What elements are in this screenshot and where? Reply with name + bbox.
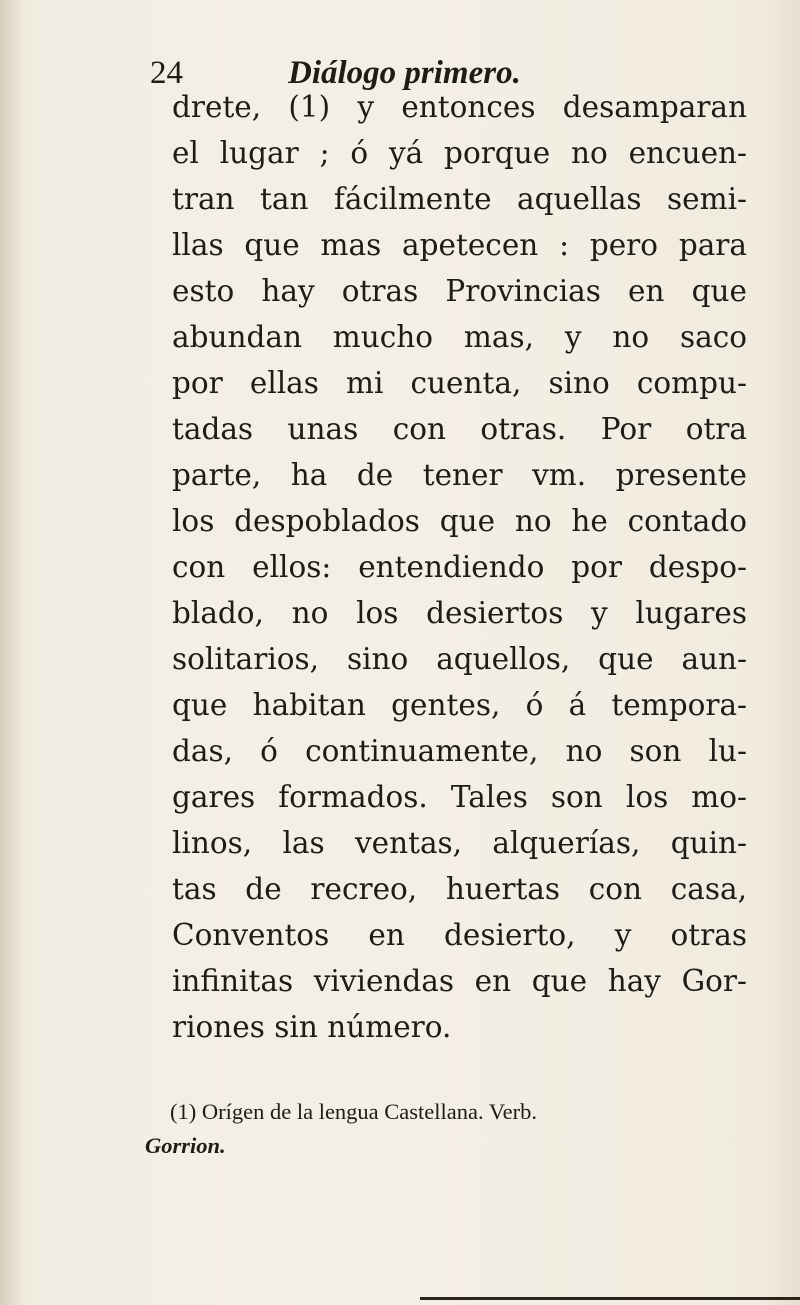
text-line (172, 176, 747, 222)
text-line-content: llas que mas apetecen : pero para (172, 228, 747, 262)
text-line-content: por ellas mi cuenta, sino compu- (172, 366, 747, 400)
text-line (172, 130, 747, 176)
text-line (172, 958, 747, 1004)
text-line-content: tas de recreo, huertas con casa, (172, 872, 747, 906)
running-title: Diálogo primero. (288, 55, 521, 91)
text-line (172, 452, 747, 498)
text-line (172, 314, 747, 360)
text-line (172, 774, 747, 820)
text-line-content: riones sin número. (172, 1010, 452, 1044)
text-line-content: con ellos: entendiendo por despo- (172, 550, 747, 584)
body-text (172, 84, 747, 1050)
text-line-content: tadas unas con otras. Por otra (172, 412, 747, 446)
text-line (172, 682, 747, 728)
text-line-content: el lugar ; ó yá porque no encuen- (172, 136, 747, 170)
text-line-content: das, ó continuamente, no son lu- (172, 734, 747, 768)
text-line (172, 360, 747, 406)
gutter-shadow (0, 0, 22, 1305)
text-line (172, 866, 747, 912)
text-line-content: Conventos en desierto, y otras (172, 918, 747, 952)
text-line (172, 728, 747, 774)
text-line-content: solitarios, sino aquellos, que aun- (172, 642, 747, 676)
text-line-content: esto hay otras Provincias en que (172, 274, 747, 308)
text-line (172, 84, 747, 130)
text-line-content: gares formados. Tales son los mo- (172, 780, 747, 814)
text-line (172, 912, 747, 958)
text-line (172, 406, 747, 452)
text-line-content: abundan mucho mas, y no saco (172, 320, 747, 354)
page-edge-rule (420, 1297, 800, 1300)
text-line (172, 222, 747, 268)
text-line-content: parte, ha de tener vm. presente (172, 458, 747, 492)
text-line (172, 820, 747, 866)
text-line (172, 636, 747, 682)
page-number: 24 (150, 55, 183, 91)
footnote (145, 1095, 750, 1163)
footnote-line: Gorrion. (145, 1133, 226, 1158)
text-line-content: drete, (1) y entonces desamparan (172, 90, 747, 124)
text-line (172, 590, 747, 636)
text-line-content: linos, las ventas, alquerías, quin- (172, 826, 747, 860)
text-line (172, 1004, 747, 1050)
text-line (172, 268, 747, 314)
text-line (172, 498, 747, 544)
text-line-content: que habitan gentes, ó á tempora- (172, 688, 747, 722)
text-line-content: infinitas viviendas en que hay Gor- (172, 964, 747, 998)
text-line-content: los despoblados que no he contado (172, 504, 747, 538)
text-line (172, 544, 747, 590)
text-line-content: tran tan fácilmente aquellas semi- (172, 182, 747, 216)
footnote-line: (1) Orígen de la lengua Castellana. Verb. (170, 1099, 537, 1124)
text-line-content: blado, no los desiertos y lugares (172, 596, 747, 630)
